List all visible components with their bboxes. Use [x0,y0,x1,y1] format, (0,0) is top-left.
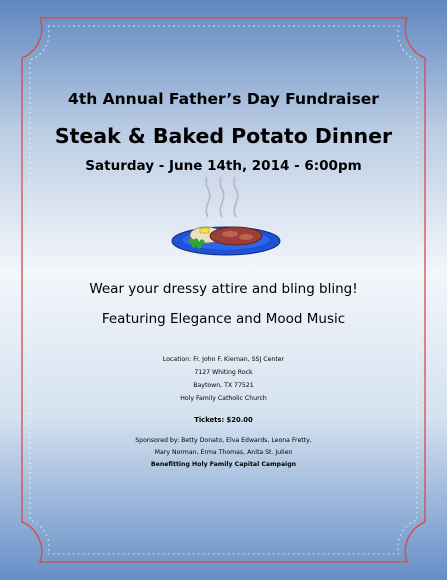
pea [199,239,204,244]
attire-line: Wear your dressy attire and bling bling! [89,281,358,297]
steak-grill-mark [239,234,253,240]
location-block [0,353,447,405]
event-subtitle: 4th Annual Father’s Day Fundraiser [68,90,379,108]
steak [210,227,262,245]
music-line: Featuring Elegance and Mood Music [101,311,346,327]
steam-line [220,177,224,217]
steam-line [234,177,238,217]
butter-pat [200,228,209,233]
sponsors-block [0,435,447,459]
ticket-price: Tickets: $20.00 [194,416,253,424]
location-line: Holy Family Catholic Church [180,395,267,402]
location-line: 7127 Whiting Rock [194,369,253,376]
pea [189,239,194,244]
benefit-line: Benefitting Holy Family Capital Campaign [150,461,297,468]
steam-line [206,177,210,217]
pea [193,238,198,243]
location-line: Baytown, TX 77521 [193,382,254,389]
sponsors-line: Mary Norman, Erma Thomas, Anita St. Julien [154,449,293,456]
event-date: Saturday - June 14th, 2014 - 6:00pm [85,158,362,174]
sponsors-line: Sponsored by: Betty Donato, Elva Edwards, Leona Fretty, [135,437,312,444]
steak-grill-mark [222,231,238,237]
steak-dinner-plate-image [170,177,282,257]
event-title: Steak & Baked Potato Dinner [54,124,393,148]
location-line: Location: Fr. John F. Kiernan, SSJ Center [162,356,285,363]
